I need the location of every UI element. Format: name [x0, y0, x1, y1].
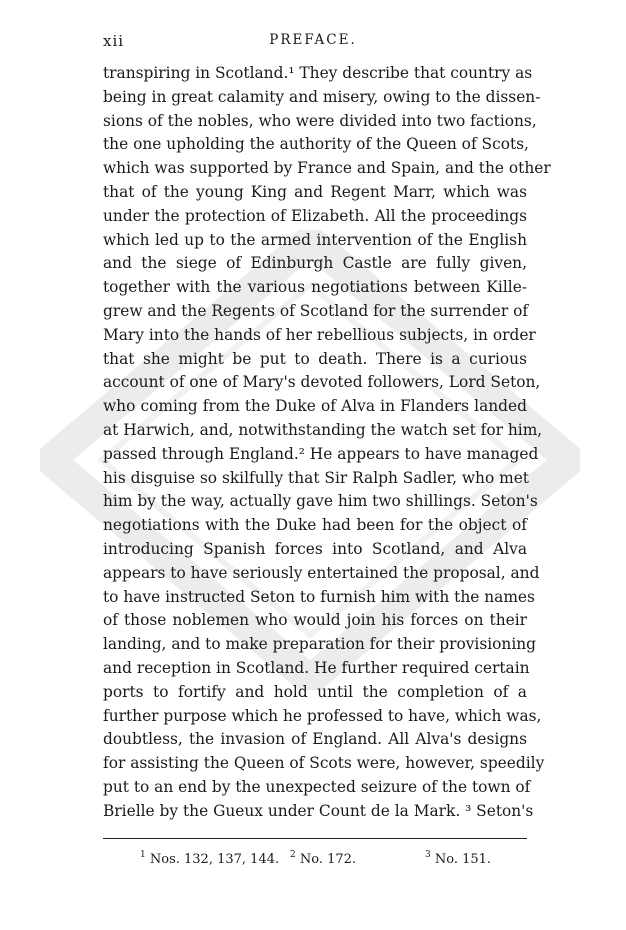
text-line: being in great calamity and misery, owing to the dissen- — [103, 87, 541, 106]
text-line: ports to fortify and hold until the completion of a — [103, 682, 527, 701]
text-line: the one upholding the authority of the Queen of Scots, — [103, 135, 529, 154]
text-line: negotiations with the Duke had been for the object of — [103, 516, 527, 535]
text-line: Brielle by the Gueux under Count de la Mark. ³ Seton's — [103, 801, 534, 820]
text-line: account of one of Mary's devoted followers, Lord Seton, — [103, 373, 541, 392]
text-line: which led up to the armed intervention of the English — [103, 230, 527, 249]
footnote-rule — [103, 838, 527, 839]
text-line: further purpose which he professed to have, which was, — [103, 706, 542, 725]
text-line: sions of the nobles, who were divided into two factions, — [103, 111, 537, 130]
text-line: put to an end by the unexpected seizure of the town of — [103, 777, 531, 796]
footnote-text: No. 172. — [299, 852, 357, 867]
text-line: at Harwich, and, notwithstanding the watch set for him, — [103, 420, 543, 439]
footnote-1 — [140, 852, 279, 867]
text-line: passed through England.² He appears to have managed — [103, 444, 539, 463]
text-line: and reception in Scotland. He further required certain — [103, 658, 530, 677]
footnote-mark: 1 — [140, 850, 146, 860]
text-line: his disguise so skilfully that Sir Ralph Sadler, who met — [103, 468, 529, 487]
text-line: and the siege of Edinburgh Castle are fully given, — [103, 254, 527, 273]
text-line: of those noblemen who would join his forces on their — [103, 611, 527, 630]
text-line: which was supported by France and Spain, and the other — [103, 159, 551, 178]
text-line: for assisting the Queen of Scots were, however, speedily — [103, 754, 545, 773]
footnotes — [140, 852, 500, 870]
footnote-mark: 3 — [425, 850, 431, 860]
footnote-2 — [290, 852, 356, 867]
text-line: under the protection of Elizabeth. All the proceedings — [103, 206, 527, 225]
text-line: to have instructed Seton to furnish him with the names — [103, 587, 535, 606]
footnote-text: Nos. 132, 137, 144. — [149, 852, 280, 867]
text-line: introducing Spanish forces into Scotland, and Alva — [103, 539, 527, 558]
text-line: appears to have seriously entertained the proposal, and — [103, 563, 540, 582]
text-line: doubtless, the invasion of England. All Alva's designs — [103, 730, 527, 749]
page-title: PREFACE. — [269, 32, 357, 48]
text-line: landing, and to make preparation for their provisioning — [103, 635, 537, 654]
text-line: who coming from the Duke of Alva in Flanders landed — [103, 397, 527, 416]
text-line: together with the various negotiations between Kille- — [103, 278, 527, 297]
text-line: that she might be put to death. There is a curious — [103, 349, 527, 368]
text-line: grew and the Regents of Scotland for the surrender of — [103, 301, 529, 320]
footnote-3 — [425, 852, 491, 867]
running-head — [103, 32, 523, 52]
text-line: that of the young King and Regent Marr, which was — [103, 182, 527, 201]
text-line: Mary into the hands of her rebellious subjects, in order — [103, 325, 536, 344]
page-number: xii — [103, 32, 125, 50]
footnote-mark: 2 — [290, 850, 296, 860]
footnote-text: No. 151. — [434, 852, 492, 867]
text-line: him by the way, actually gave him two shillings. Seton's — [103, 492, 538, 511]
body-text — [103, 62, 551, 824]
text-line: transpiring in Scotland.¹ They describe that country as — [103, 64, 533, 82]
